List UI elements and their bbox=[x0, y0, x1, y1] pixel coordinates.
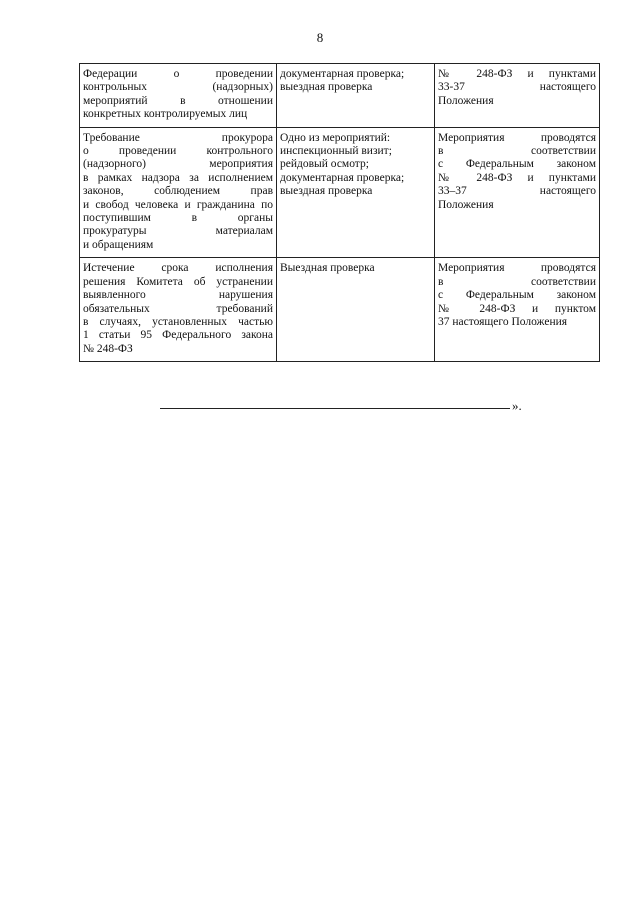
basis-cell bbox=[80, 258, 277, 362]
closing-rule bbox=[160, 408, 510, 409]
cell-text-line: Истечение срока исполнения bbox=[83, 262, 273, 275]
cell-text-line: и свобод человека и гражданина по bbox=[83, 198, 273, 211]
cell-text-line: Мероприятия проводятся bbox=[438, 262, 596, 275]
cell-text-line: 33–37 настоящего bbox=[438, 185, 596, 198]
cell-text-line: 33-37 настоящего bbox=[438, 81, 596, 94]
event-type-cell bbox=[277, 258, 435, 362]
legal-reference-cell bbox=[435, 64, 600, 128]
event-type-cell bbox=[277, 64, 435, 128]
page-number: 8 bbox=[316, 30, 324, 45]
cell-text-line: законов, соблюдением прав bbox=[83, 185, 273, 198]
cell-text-line: в соответствии bbox=[438, 145, 596, 158]
cell-text-line: № 248-ФЗ и пунктами bbox=[438, 68, 596, 80]
cell-text-line: о проведении контрольного bbox=[83, 145, 273, 158]
cell-text-line: прокуратуры материалам bbox=[83, 225, 273, 238]
table-row bbox=[80, 127, 600, 258]
cell-text-line: № 248-ФЗ bbox=[83, 342, 133, 355]
cell-text-line: в соответствии bbox=[438, 275, 596, 288]
cell-text-line: мероприятий в отношении bbox=[83, 94, 273, 107]
cell-text-line: инспекционный визит; bbox=[280, 145, 392, 158]
cell-text-line: с Федеральным законом bbox=[438, 158, 596, 171]
cell-text-line: в случаях, установленных частью bbox=[83, 315, 273, 328]
cell-text-line: решения Комитета об устранении bbox=[83, 275, 273, 288]
cell-text-line: Федерации о проведении bbox=[83, 68, 273, 80]
cell-text-line: Мероприятия проводятся bbox=[438, 131, 596, 144]
cell-text-line: выявленного нарушения bbox=[83, 289, 273, 302]
cell-text-line: документарная проверка; bbox=[280, 68, 405, 80]
cell-text-line: Положения bbox=[438, 94, 494, 107]
cell-text-line: № 248-ФЗ и пунктом bbox=[438, 302, 596, 315]
cell-text-line: выездная проверка bbox=[280, 185, 373, 198]
legal-reference-cell bbox=[435, 127, 600, 258]
cell-text-line: 1 статьи 95 Федерального закона bbox=[83, 329, 273, 342]
cell-text-line: Положения bbox=[438, 198, 494, 211]
cell-text-line: Одно из мероприятий: bbox=[280, 131, 391, 144]
cell-text-line: Выездная проверка bbox=[280, 262, 375, 275]
cell-text-line: поступившим в органы bbox=[83, 212, 273, 225]
closing-quote-mark: ». bbox=[512, 398, 522, 413]
cell-text-line: 37 настоящего Положения bbox=[438, 315, 568, 328]
cell-text-line: обязательных требований bbox=[83, 302, 273, 315]
cell-text-line: конкретных контролируемых лиц bbox=[83, 108, 248, 121]
cell-text-line: № 248-ФЗ и пунктами bbox=[438, 171, 596, 184]
basis-cell bbox=[80, 64, 277, 128]
cell-text-line: документарная проверка; bbox=[280, 171, 405, 184]
cell-text-line: выездная проверка bbox=[280, 81, 373, 94]
cell-text-line: и обращениям bbox=[83, 238, 154, 251]
cell-text-line: в рамках надзора за исполнением bbox=[83, 171, 273, 184]
cell-text-line: с Федеральным законом bbox=[438, 289, 596, 302]
closing-line bbox=[160, 398, 530, 412]
table-row bbox=[80, 64, 600, 128]
event-type-cell bbox=[277, 127, 435, 258]
cell-text-line: Требование прокурора bbox=[83, 131, 273, 144]
regulation-table bbox=[79, 63, 600, 362]
cell-text-line: (надзорного) мероприятия bbox=[83, 158, 273, 171]
cell-text-line: рейдовый осмотр; bbox=[280, 158, 369, 171]
table-row bbox=[80, 258, 600, 362]
table-body bbox=[80, 64, 600, 362]
legal-reference-cell bbox=[435, 258, 600, 362]
basis-cell bbox=[80, 127, 277, 258]
cell-text-line: контрольных (надзорных) bbox=[83, 81, 273, 94]
